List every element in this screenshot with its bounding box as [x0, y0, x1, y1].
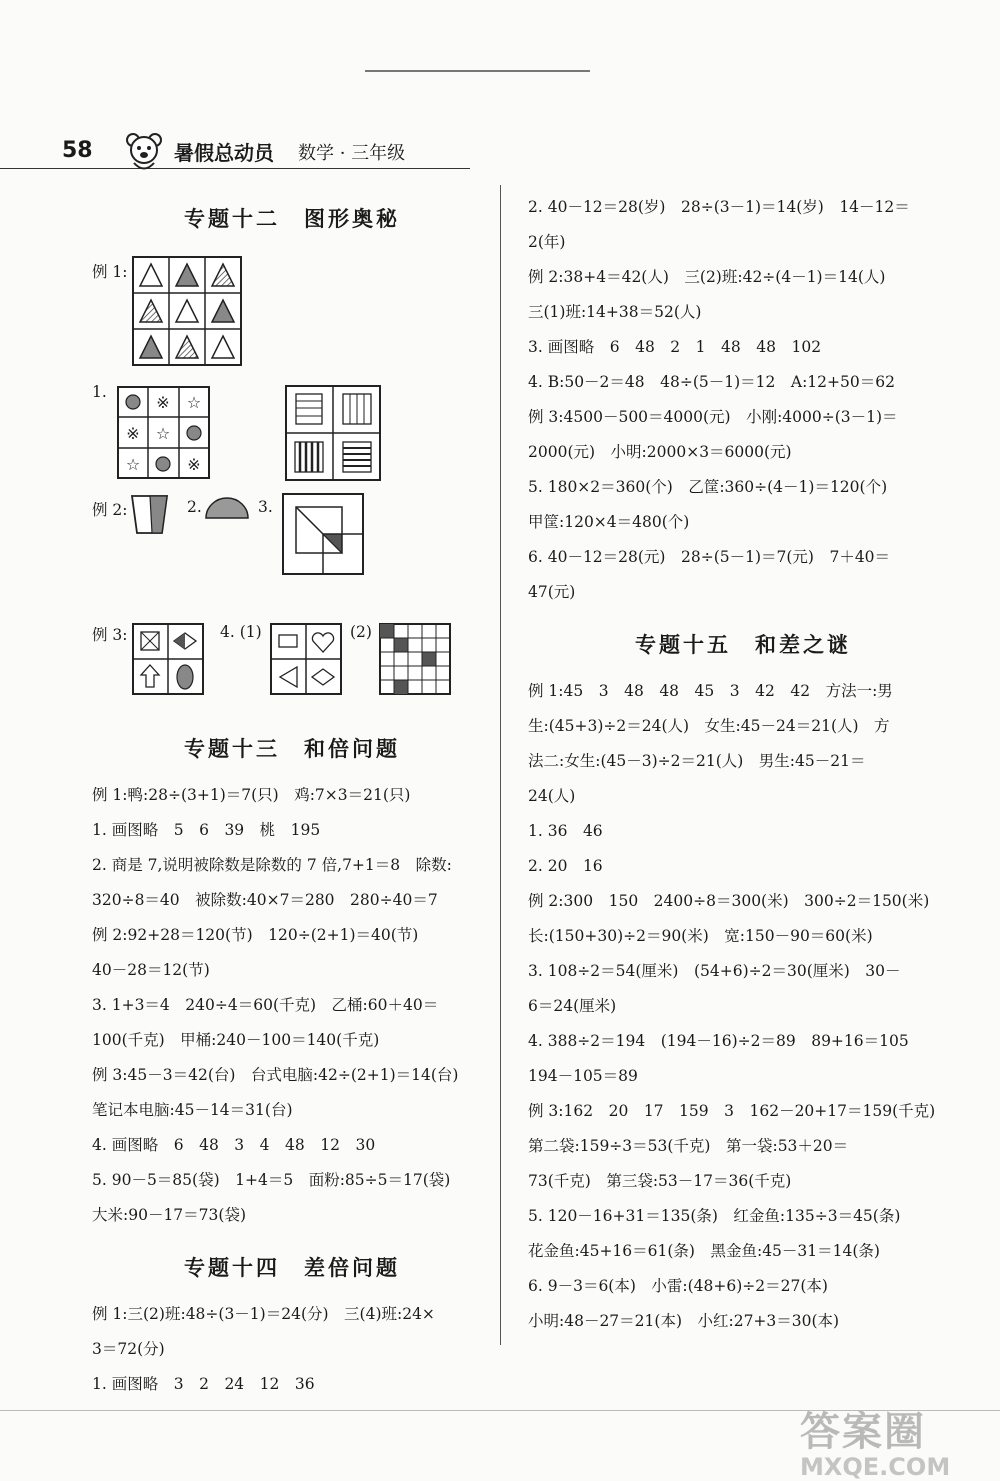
five-by-five-grid-figure — [379, 623, 451, 695]
answer-line: 6＝24(厘米) — [528, 997, 617, 1015]
section-title-t13: 专题十三 和倍问题 — [184, 737, 400, 761]
answer-line: 生:(45+3)÷2＝24(人) 女生:45－24＝21(人) 方 — [528, 717, 890, 735]
answer-line: 笔记本电脑:45－14＝31(台) — [92, 1101, 293, 1119]
answer-line: 例 2:92+28＝120(节) 120÷(2+1)＝40(节) — [92, 926, 419, 944]
left-column — [92, 190, 492, 1402]
answer-line: 例 1:三(2)班:48÷(3－1)＝24(分) 三(4)班:24× — [92, 1305, 435, 1323]
answer-line: 6. 40－12＝28(元) 28÷(5－1)＝7(元) 7＋40＝ — [528, 548, 891, 566]
answer-line: 花金鱼:45+16＝61(条) 黑金鱼:45－31＝14(条) — [528, 1242, 880, 1260]
header-rule — [0, 168, 470, 169]
answer-line: 3. 1+3＝4 240÷4＝60(千克) 乙桶:60＋40＝ — [92, 996, 439, 1014]
answer-line: 2. 40－12＝28(岁) 28÷(3－1)＝14(岁) 14－12＝ — [528, 198, 910, 216]
answer-line: 5. 90－5＝85(袋) 1+4＝5 面粉:85÷5＝17(袋) — [92, 1171, 451, 1189]
answer-line: 4. 画图略 6 48 3 4 48 12 30 — [92, 1136, 376, 1154]
answer-line: 2. 20 16 — [528, 857, 603, 875]
label-q1: 1. — [92, 383, 107, 401]
label-ex3: 例 3: — [92, 626, 128, 644]
answer-line: 3＝72(分) — [92, 1340, 165, 1358]
trapezoid-figure — [130, 493, 170, 535]
subject-grade: 数学 · 三年级 — [298, 143, 406, 164]
answer-line: 4. 388÷2＝194 (194－16)÷2＝89 89+16＝105 — [528, 1032, 909, 1050]
column-divider — [500, 185, 501, 1345]
answer-line: 甲筐:120×4＝480(个) — [528, 513, 690, 531]
answer-line: 法二:女生:(45－3)÷2＝21(人) 男生:45－21＝ — [528, 752, 866, 770]
page-number: 58 — [62, 138, 93, 163]
svg-text:☆: ☆ — [125, 455, 141, 474]
shape-grid-figure — [270, 623, 342, 695]
watermark-logo-text: 答案圈 — [800, 1409, 926, 1455]
answer-line: 三(1)班:14+38＝52(人) — [528, 303, 702, 321]
section-title-t14: 专题十四 差倍问题 — [184, 1256, 400, 1280]
answer-line: 40－28＝12(节) — [92, 961, 210, 979]
answer-line: 例 1:鸭:28÷(3+1)＝7(只) 鸡:7×3＝21(只) — [92, 786, 411, 804]
answer-line: 例 3:162 20 17 159 3 162－20+17＝159(千克) — [528, 1102, 936, 1120]
label-ex1: 例 1: — [92, 263, 128, 281]
watermark-url: MXQE.COM — [800, 1453, 951, 1481]
symbol-grid-figure — [117, 386, 210, 479]
svg-text:☆: ☆ — [155, 424, 171, 443]
label-q4a: 4. (1) — [220, 623, 262, 641]
answer-line: 例 2:300 150 2400÷8＝300(米) 300÷2＝150(米) — [528, 892, 930, 910]
answer-line: 例 2:38+4＝42(人) 三(2)班:42÷(4－1)＝14(人) — [528, 268, 886, 286]
answer-line: 1. 画图略 5 6 39 桃 195 — [92, 821, 321, 839]
answer-line: 100(千克) 甲桶:240－100＝140(千克) — [92, 1031, 380, 1049]
arrow-grid-figure — [132, 623, 204, 695]
svg-text:※: ※ — [126, 424, 140, 443]
answer-line: 5. 180×2＝360(个) 乙筐:360÷(4－1)＝120(个) — [528, 478, 888, 496]
svg-text:☆: ☆ — [186, 393, 202, 412]
section-title-t15: 专题十五 和差之谜 — [635, 633, 851, 657]
answer-line: 73(千克) 第三袋:53－17＝36(千克) — [528, 1172, 792, 1190]
label-q2: 2. — [187, 498, 202, 516]
svg-text:※: ※ — [156, 393, 170, 412]
figure-area — [92, 248, 492, 720]
bear-mascot-icon — [122, 130, 168, 174]
answer-line: 2000(元) 小明:2000×3＝6000(元) — [528, 443, 792, 461]
answer-line: 4. B:50－2＝48 48÷(5－1)＝12 A:12+50＝62 — [528, 373, 895, 391]
label-ex2: 例 2: — [92, 501, 128, 519]
site-watermark — [800, 1400, 950, 1481]
answer-line: 3. 画图略 6 48 2 1 48 48 102 — [528, 338, 822, 356]
answer-line: 小明:48－27＝21(本) 小红:27+3＝30(本) — [528, 1312, 840, 1330]
answer-line: 例 1:45 3 48 48 45 3 42 42 方法一:男 — [528, 682, 893, 700]
answer-line: 320÷8＝40 被除数:40×7＝280 280÷40＝7 — [92, 891, 438, 909]
answer-line: 194－105＝89 — [528, 1067, 638, 1085]
right-column — [528, 190, 958, 1339]
answer-line: 2(年) — [528, 233, 566, 251]
top-rule — [365, 70, 590, 72]
triangle-grid-figure — [132, 256, 242, 366]
label-q3: 3. — [258, 498, 273, 516]
label-q4b: (2) — [350, 623, 372, 641]
book-title: 暑假总动员 — [174, 141, 274, 165]
folded-square-figure — [282, 493, 364, 575]
answer-line: 3. 108÷2＝54(厘米) (54+6)÷2＝30(厘米) 30－ — [528, 962, 901, 980]
answer-line: 例 3:45－3＝42(台) 台式电脑:42÷(2+1)＝14(台) — [92, 1066, 459, 1084]
semicircle-figure — [204, 496, 250, 522]
answer-line: 1. 36 46 — [528, 822, 603, 840]
answer-line: 大米:90－17＝73(袋) — [92, 1206, 246, 1224]
svg-text:※: ※ — [187, 455, 201, 474]
answer-line: 1. 画图略 3 2 24 12 36 — [92, 1375, 315, 1393]
answer-line: 第二袋:159÷3＝53(千克) 第一袋:53＋20＝ — [528, 1137, 849, 1155]
answer-line: 5. 120－16+31＝135(条) 红金鱼:135÷3＝45(条) — [528, 1207, 901, 1225]
answer-line: 例 3:4500－500＝4000(元) 小刚:4000÷(3－1)＝ — [528, 408, 898, 426]
answer-line: 2. 商是 7,说明被除数是除数的 7 倍,7+1＝8 除数: — [92, 856, 452, 874]
answer-line: 47(元) — [528, 583, 576, 601]
answer-line: 24(人) — [528, 787, 576, 805]
answer-line: 6. 9－3＝6(本) 小雷:(48+6)÷2＝27(本) — [528, 1277, 828, 1295]
answer-line: 长:(150+30)÷2＝90(米) 宽:150－90＝60(米) — [528, 927, 873, 945]
stripe-grid-figure — [285, 385, 381, 481]
page-header — [0, 130, 500, 176]
section-title-t12: 专题十二 图形奥秘 — [184, 207, 400, 231]
